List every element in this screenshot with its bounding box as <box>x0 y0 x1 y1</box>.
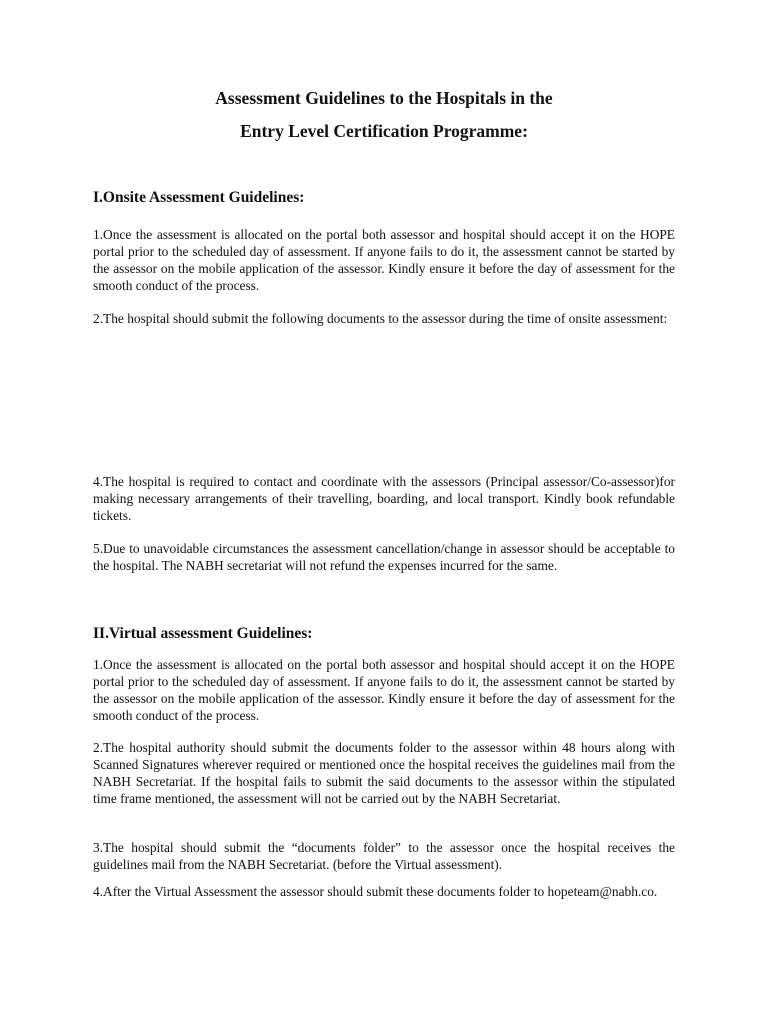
virtual-item-1: 1.Once the assessment is allocated on the portal both assessor and hospital should accept it on the HOPE portal prior to the scheduled day of assessment. If anyone fails to do it, the assessment cannot be started by the assessor on the mobile application of the assessor. Kindly ensure it before the day of assessment for the smooth conduct of the process. <box>93 657 675 723</box>
virtual-heading: II.Virtual assessment Guidelines: <box>93 625 313 642</box>
document-title-line-2: Entry Level Certification Programme: <box>240 121 528 141</box>
onsite-item-2: 2.The hospital should submit the following documents to the assessor during the time of onsite assessment: <box>93 311 668 326</box>
virtual-item-2: 2.The hospital authority should submit the documents folder to the assessor within 48 hours along with Scanned Signatures wherever required or mentioned once the hospital receives the guidelines mail from the NABH Secretariat. If the hospital fails to submit the said documents to the assessor within the stipulated time frame mentioned, the assessment will not be carried out by the NABH Secretariat. <box>93 740 675 806</box>
onsite-heading: I.Onsite Assessment Guidelines: <box>93 189 305 206</box>
document-title-line-1: Assessment Guidelines to the Hospitals in the <box>215 88 553 108</box>
virtual-item-3: 3.The hospital should submit the “documents folder” to the assessor once the hospital receives the guidelines mail from the NABH Secretariat. (before the Virtual assessment). <box>93 840 675 872</box>
onsite-item-5: 5.Due to unavoidable circumstances the assessment cancellation/change in assessor should be acceptable to the hospital. The NABH secretariat will not refund the expenses incurred for the same. <box>93 541 675 573</box>
virtual-item-4: 4.After the Virtual Assessment the assessor should submit these documents folder to hopeteam@nabh.co. <box>93 884 658 899</box>
onsite-item-1: 1.Once the assessment is allocated on the portal both assessor and hospital should accept it on the HOPE portal prior to the scheduled day of assessment. If anyone fails to do it, the assessment cannot be started by the assessor on the mobile application of the assessor. Kindly ensure it before the day of assessment for the smooth conduct of the process. <box>93 227 675 293</box>
onsite-item-4: 4.The hospital is required to contact and coordinate with the assessors (Principal assessor/Co-assessor)for making necessary arrangements of their travelling, boarding, and local transport. Kindly book refundable tickets. <box>93 474 675 523</box>
